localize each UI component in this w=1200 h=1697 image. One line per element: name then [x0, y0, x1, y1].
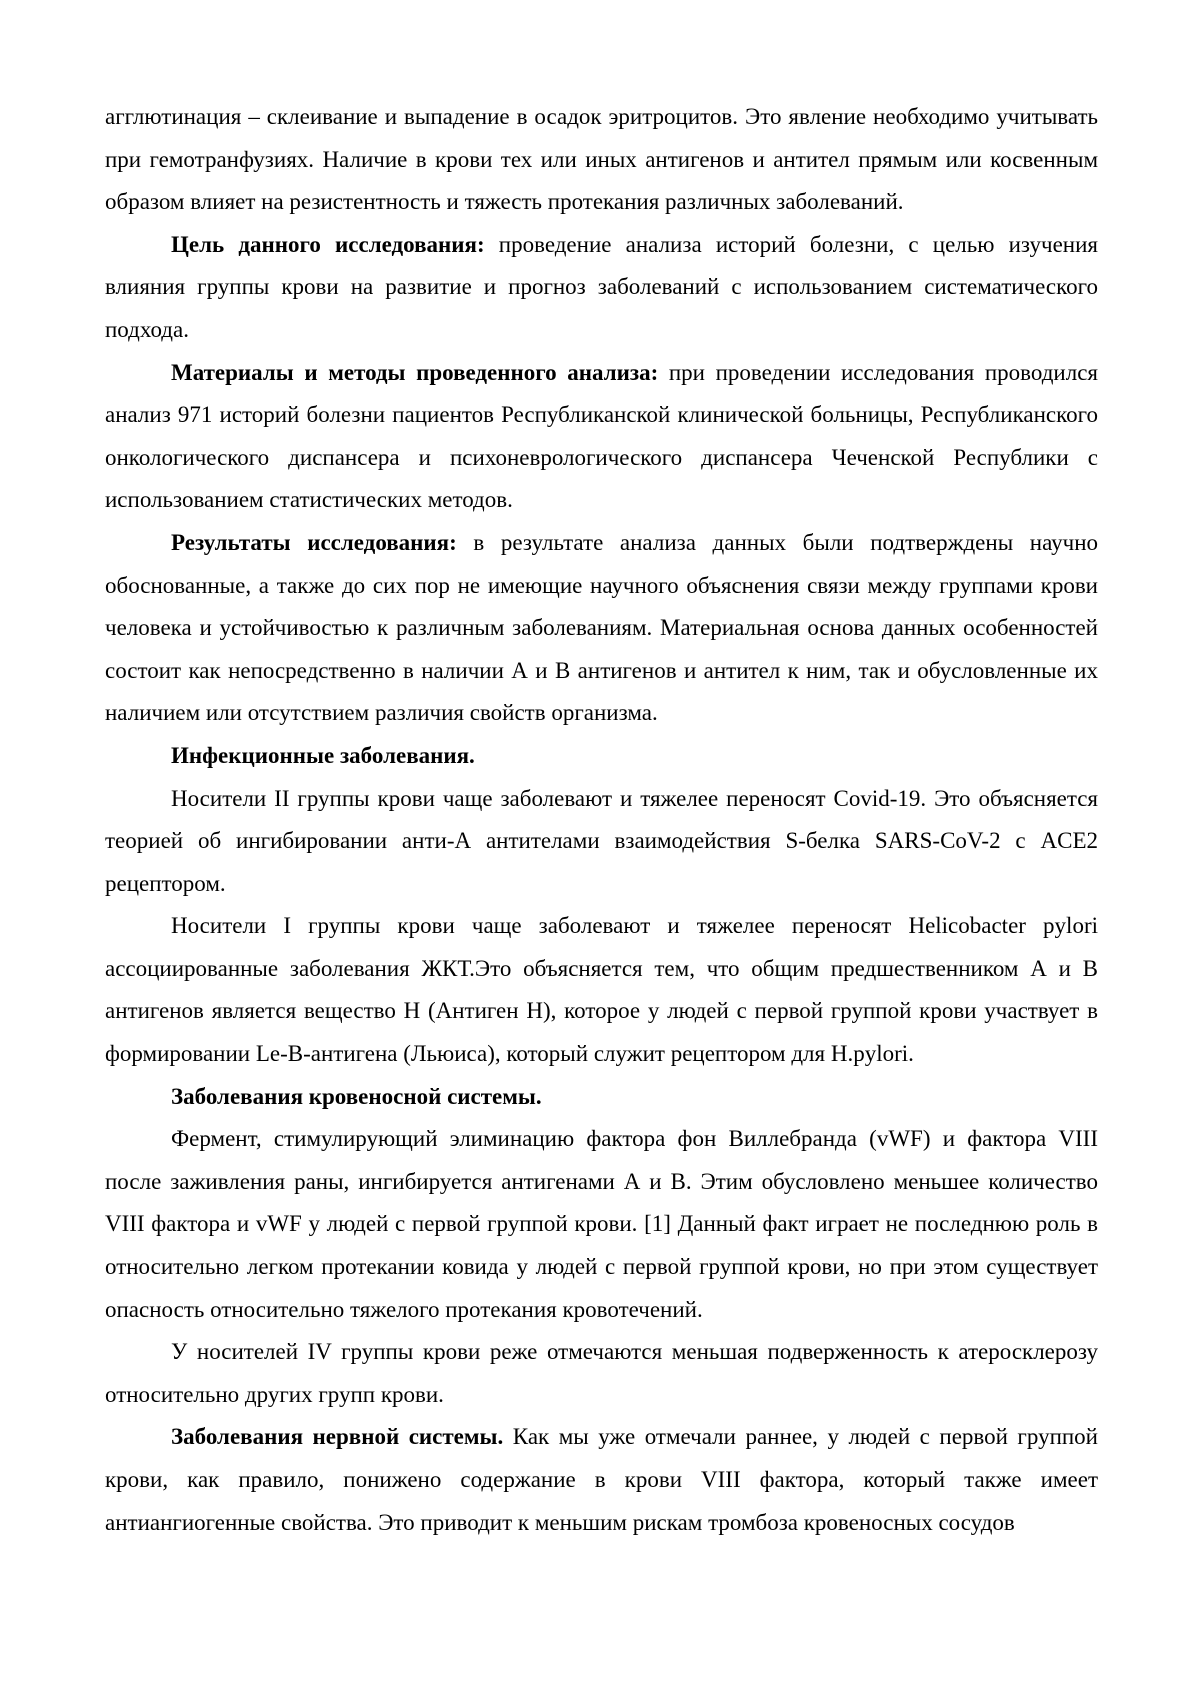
paragraph — [105, 778, 1098, 906]
paragraph-lead: Заболевания нервной системы. — [171, 1424, 504, 1450]
section-heading — [105, 735, 1098, 778]
paragraph — [105, 522, 1098, 735]
paragraph-lead: Заболевания кровеносной системы. — [171, 1083, 542, 1109]
paragraph-lead: Результаты исследования: — [171, 529, 457, 555]
document-body — [105, 96, 1098, 1544]
paragraph-text: Как мы уже отмечали раннее, у людей с первой группой крови, как правило, понижено содержание в крови VIII фактора, который также имеет антиангиогенные свойства. Это приводит к меньшим рискам тромбоза кровеносных сосудов — [105, 1424, 1098, 1535]
paragraph-lead: Цель данного исследования: — [171, 231, 485, 257]
paragraph — [105, 905, 1098, 1075]
paragraph — [105, 1416, 1098, 1544]
section-heading — [105, 1076, 1098, 1119]
paragraph-text: проведение анализа историй болезни, с целью изучения влияния группы крови на развитие и прогноз заболеваний с использованием систематического подхода. — [105, 231, 1098, 342]
paragraph — [105, 352, 1098, 522]
paragraph-lead: Инфекционные заболевания. — [171, 742, 475, 768]
paragraph — [105, 1331, 1098, 1416]
paragraph — [105, 96, 1098, 224]
paragraph-text: агглютинация – склеивание и выпадение в осадок эритроцитов. Это явление необходимо учитывать при гемотранфузиях. Наличие в крови тех или иных антигенов и антител прямым или косвенным образом влияет на резистентность и тяжесть протекания различных заболеваний. — [105, 104, 1098, 215]
paragraph-text: Носители I группы крови чаще заболевают и тяжелее переносят Helicobacter pylori ассоциированные заболевания ЖКТ.Это объясняется тем, что общим предшественником А и В антигенов является вещество H (Антиген H), которое у людей с первой группой крови участвует в формировании Le-B-антигена (Льюиса), который служит рецептором для H.pylori. — [105, 913, 1098, 1067]
paragraph-text: Фермент, стимулирующий элиминацию фактора фон Виллебранда (vWF) и фактора VIII после заживления раны, ингибируется антигенами А и В. Этим обусловлено меньшее количество VIII фактора и vWF у людей с первой группой крови. [1] Данный факт играет не последнюю роль в относительно легком протекании ковида у людей с первой группой крови, но при этом существует опасность относительно тяжелого протекания кровотечений. — [105, 1126, 1098, 1322]
paragraph-text: У носителей IV группы крови реже отмечаются меньшая подверженность к атеросклерозу относительно других групп крови. — [105, 1339, 1098, 1407]
paragraph — [105, 1118, 1098, 1331]
paragraph-text: при проведении исследования проводился анализ 971 историй болезни пациентов Республиканской клинической больницы, Республиканского онкологического диспансера и психоневрологического диспансера Чеченской Республики с использованием статистических методов. — [105, 359, 1098, 513]
paragraph-lead: Материалы и методы проведенного анализа: — [171, 359, 659, 385]
paragraph — [105, 224, 1098, 352]
paragraph-text: в результате анализа данных были подтверждены научно обоснованные, а также до сих пор не имеющие научного объяснения связи между группами крови человека и устойчивостью к различным заболеваниям. Материальная основа данных особенностей состоит как непосредственно в наличии А и В антигенов и антител к ним, так и обусловленные их наличием или отсутствием различия свойств организма. — [105, 529, 1098, 726]
paragraph-text: Носители II группы крови чаще заболевают и тяжелее переносят Covid-19. Это объясняется теорией об ингибировании анти-А антителами взаимодействия S-белка SARS-CoV-2 с ACE2 рецептором. — [105, 785, 1098, 896]
